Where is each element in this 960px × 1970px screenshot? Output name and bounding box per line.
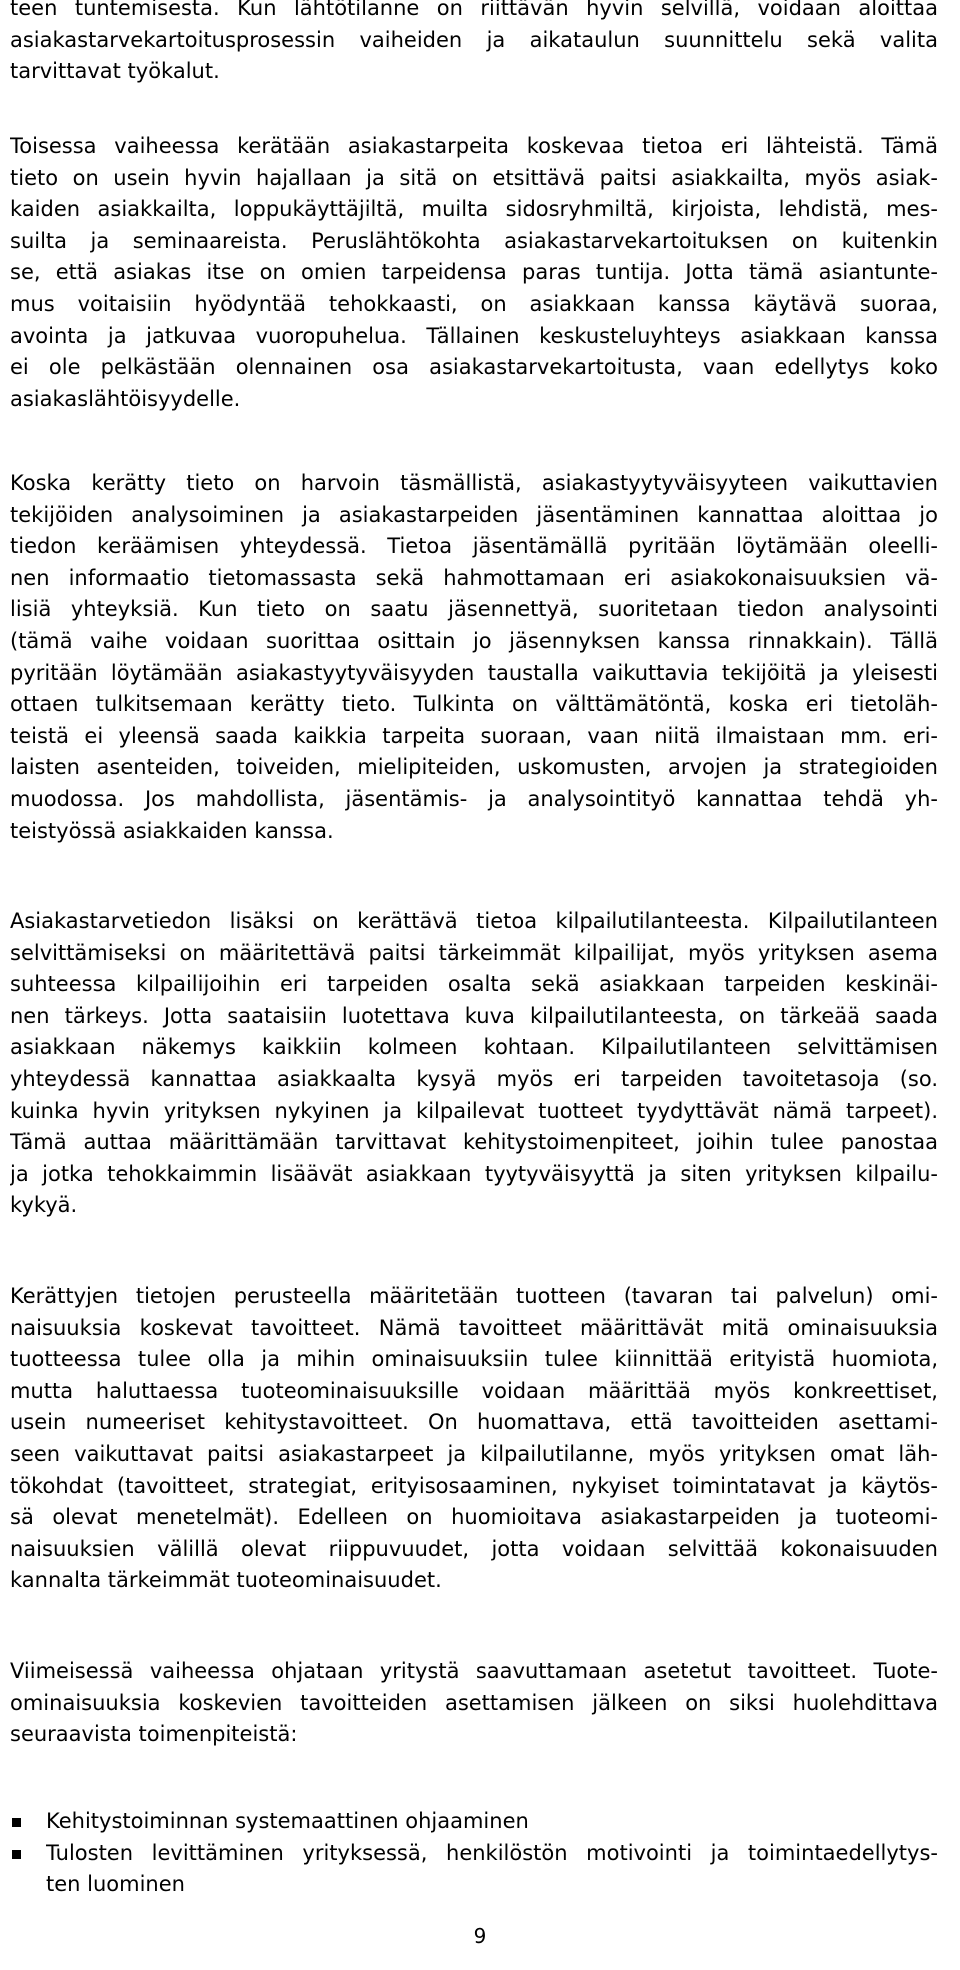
list-item: [10, 1806, 938, 1838]
square-bullet-icon: [12, 1850, 21, 1859]
text-line: pyritään löytämään asiakastyytyväisyyden taustalla vaikuttavia tekijöitä ja yleisesti: [10, 660, 938, 685]
paragraph: [10, 1656, 938, 1751]
text-line: teen tuntemisesta. Kun lähtötilanne on riittävän hyvin selvillä, voidaan aloittaa: [10, 0, 938, 20]
text-line: suilta ja seminaareista. Peruslähtökohta asiakastarvekartoituksen on kuitenkin: [10, 228, 938, 253]
text-line: Toisessa vaiheessa kerätään asiakastarpeita koskevaa tietoa eri lähteistä. Tämä: [10, 134, 938, 158]
text-line: muodossa. Jos mahdollista, jäsentämis- ja analysointityö kannattaa tehdä yh-: [10, 786, 938, 811]
text-line: ottaen tulkitsemaan kerätty tieto. Tulkinta on välttämätöntä, koska eri tietoläh-: [10, 692, 938, 717]
list-item: [10, 1838, 938, 1901]
paragraph: [10, 0, 938, 88]
text-line: asiakaslähtöisyydelle.: [10, 386, 241, 411]
list-item-text: ten luominen: [46, 1872, 185, 1897]
text-line: tarvittavat työkalut.: [10, 59, 220, 84]
list-item-text: Kehitystoiminnan systemaattinen ohjaaminen: [46, 1809, 529, 1833]
text-line: tökohdat (tavoitteet, strategiat, erityisosaaminen, nykyiset toimintatavat ja käytös-: [10, 1473, 938, 1498]
text-line: teistyössä asiakkaiden kanssa.: [10, 818, 334, 843]
text-line: yhteydessä kannattaa asiakkaalta kysyä myös eri tarpeiden tavoitetasoja (so.: [10, 1066, 938, 1091]
text-line: tieto on usein hyvin hajallaan ja sitä on etsittävä paitsi asiakkailta, myös asiak-: [10, 165, 938, 190]
bullet-list: [10, 1806, 938, 1901]
text-line: kannalta tärkeimmät tuoteominaisuudet.: [10, 1568, 442, 1593]
text-line: seuraavista toimenpiteistä:: [10, 1722, 298, 1747]
text-line: Tämä auttaa määrittämään tarvittavat kehitystoimenpiteet, joihin tulee panostaa: [10, 1130, 938, 1155]
text-line: teistä ei yleensä saada kaikkia tarpeita suoraan, vaan niitä ilmaistaan mm. eri-: [10, 723, 938, 748]
text-line: naisuuksia koskevat tavoitteet. Nämä tavoitteet määrittävät mitä ominaisuuksia: [10, 1315, 938, 1340]
square-bullet-icon: [12, 1818, 21, 1827]
text-line: suhteessa kilpailijoihin eri tarpeiden osalta sekä asiakkaan tarpeiden keskinäi-: [10, 972, 938, 997]
text-line: asiakkaan näkemys kaikkiin kolmeen kohtaan. Kilpailutilanteen selvittämisen: [10, 1035, 938, 1060]
text-line: mus voitaisiin hyödyntää tehokkaasti, on asiakkaan kanssa käytävä suoraa,: [10, 291, 938, 316]
text-line: lisiä yhteyksiä. Kun tieto on saatu jäsennettyä, suoritetaan tiedon analysointi: [10, 597, 938, 622]
text-line: nen informaatio tietomassasta sekä hahmottamaan eri asiakokonaisuuksien vä-: [10, 565, 938, 590]
text-line: tekijöiden analysoiminen ja asiakastarpeiden jäsentäminen kannattaa aloittaa jo: [10, 502, 938, 527]
text-line: avointa ja jatkuvaa vuoropuhelua. Tällainen keskusteluyhteys asiakkaan kanssa: [10, 323, 938, 348]
text-line: kuinka hyvin yrityksen nykyinen ja kilpailevat tuotteet tyydyttävät nämä tarpeet).: [10, 1098, 938, 1123]
text-line: usein numeeriset kehitystavoitteet. On huomattava, että tavoitteiden asettami-: [10, 1410, 938, 1435]
paragraph: [10, 131, 938, 415]
text-line: Kerättyjen tietojen perusteella määritetään tuotteen (tavaran tai palvelun) omi-: [10, 1284, 938, 1308]
text-line: Koska kerätty tieto on harvoin täsmällistä, asiakastyytyväisyyteen vaikuttavien: [10, 471, 938, 495]
text-line: ominaisuuksia koskevien tavoitteiden asettamisen jälkeen on siksi huolehdittava: [10, 1690, 938, 1715]
text-line: seen vaikuttavat paitsi asiakastarpeet ja kilpailutilanne, myös yrityksen omat läh-: [10, 1441, 938, 1466]
text-line: selvittämiseksi on määritettävä paitsi tärkeimmät kilpailijat, myös yrityksen asema: [10, 940, 938, 965]
text-line: ei ole pelkästään olennainen osa asiakastarvekartoitusta, vaan edellytys koko: [10, 355, 938, 380]
text-line: nen tärkeys. Jotta saataisiin luotettava kuva kilpailutilanteesta, on tärkeää saada: [10, 1003, 938, 1028]
text-line: (tämä vaihe voidaan suorittaa osittain jo jäsennyksen kanssa rinnakkain). Tällä: [10, 628, 938, 653]
paragraph: [10, 468, 938, 847]
text-line: naisuuksien välillä olevat riippuvuudet, jotta voidaan selvittää kokonaisuuden: [10, 1536, 938, 1561]
text-line: kaiden asiakkailta, loppukäyttäjiltä, muilta sidosryhmiltä, kirjoista, lehdistä, mes-: [10, 197, 938, 222]
paragraph: [10, 1281, 938, 1597]
paragraph: [10, 906, 938, 1222]
page-number: 9: [473, 1924, 487, 1948]
text-line: laisten asenteiden, toiveiden, mielipiteiden, uskomusten, arvojen ja strategioiden: [10, 755, 938, 780]
text-line: mutta haluttaessa tuoteominaisuuksille voidaan määrittää myös konkreettiset,: [10, 1378, 938, 1403]
text-line: asiakastarvekartoitusprosessin vaiheiden ja aikataulun suunnittelu sekä valita: [10, 27, 938, 52]
list-item-text: Tulosten levittäminen yrityksessä, henkilöstön motivointi ja toimintaedellytys-: [46, 1840, 938, 1865]
text-line: tiedon keräämisen yhteydessä. Tietoa jäsentämällä pyritään löytämään oleelli-: [10, 534, 938, 559]
text-line: sä olevat menetelmät). Edelleen on huomioitava asiakastarpeiden ja tuoteomi-: [10, 1505, 938, 1530]
text-line: Viimeisessä vaiheessa ohjataan yritystä saavuttamaan asetetut tavoitteet. Tuote-: [10, 1659, 938, 1683]
text-line: se, että asiakas itse on omien tarpeidensa paras tuntija. Jotta tämä asiantunte-: [10, 260, 938, 285]
text-line: Asiakastarvetiedon lisäksi on kerättävä tietoa kilpailutilanteesta. Kilpailutilanteen: [10, 909, 938, 933]
text-line: kykyä.: [10, 1193, 78, 1218]
text-line: ja jotka tehokkaimmin lisäävät asiakkaan tyytyväisyyttä ja siten yrityksen kilpailu-: [10, 1161, 938, 1186]
text-line: tuotteessa tulee olla ja mihin ominaisuuksiin tulee kiinnittää erityistä huomiota,: [10, 1347, 938, 1372]
